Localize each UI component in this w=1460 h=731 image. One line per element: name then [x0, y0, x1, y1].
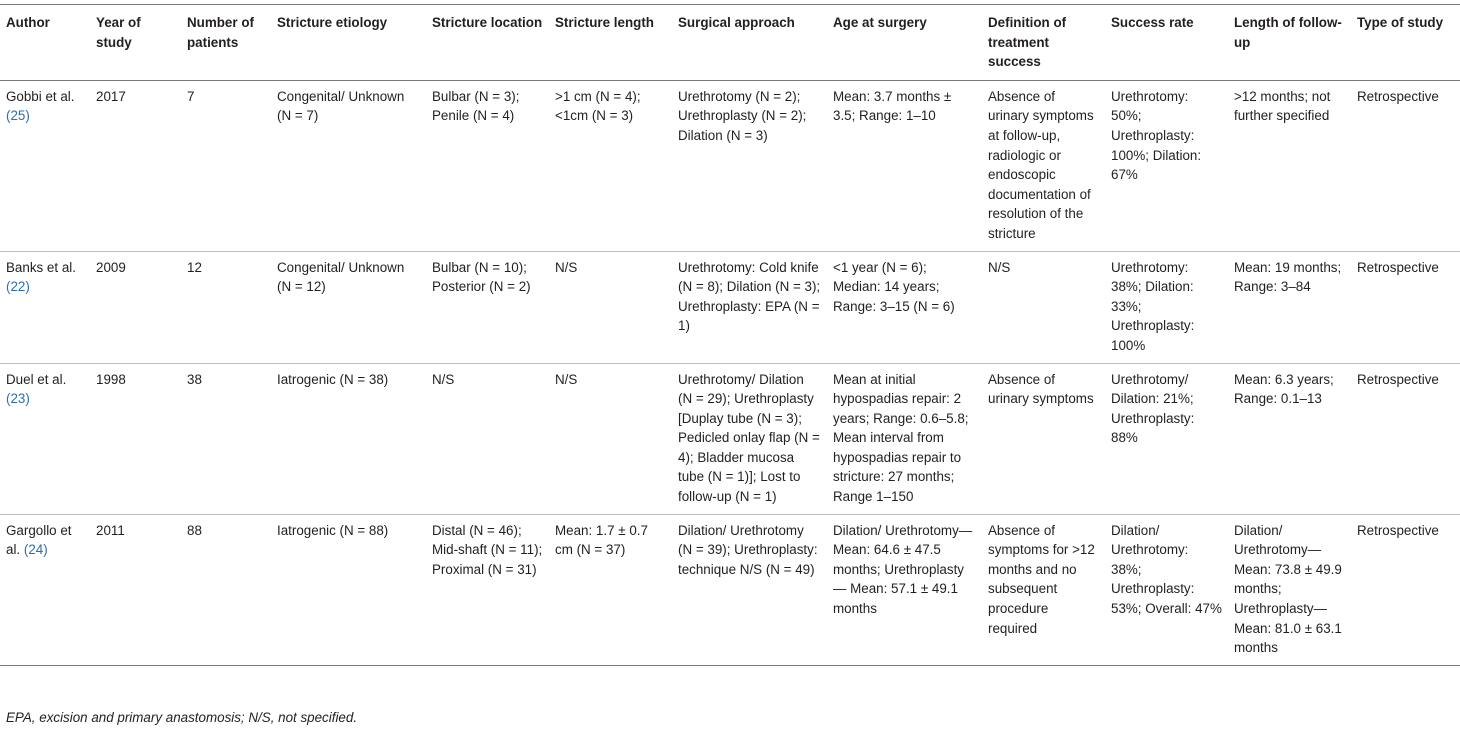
cell-length: N/S: [549, 363, 672, 514]
header-location: Stricture location: [426, 5, 549, 81]
cell-year: 2009: [90, 251, 181, 363]
author-name: Banks et al.: [6, 259, 76, 275]
cell-followup: >12 months; not further specified: [1228, 80, 1351, 251]
citation-link[interactable]: (23): [6, 391, 30, 407]
header-age: Age at surgery: [827, 5, 982, 81]
author-name: Gargollo et al.: [6, 522, 72, 558]
header-length: Stricture length: [549, 5, 672, 81]
cell-approach: Urethrotomy (N = 2); Urethroplasty (N = 2); Dilation (N = 3): [672, 80, 827, 251]
cell-location: Bulbar (N = 10); Posterior (N = 2): [426, 251, 549, 363]
cell-approach: Dilation/ Urethrotomy (N = 39); Urethroplasty: technique N/S (N = 49): [672, 514, 827, 665]
cell-success: Urethrotomy/ Dilation: 21%; Urethroplasty: 88%: [1105, 363, 1228, 514]
cell-author: [0, 80, 90, 251]
cell-followup: Mean: 19 months; Range: 3–84: [1228, 251, 1351, 363]
cell-success: Urethrotomy: 50%; Urethroplasty: 100%; Dilation: 67%: [1105, 80, 1228, 251]
cell-location: N/S: [426, 363, 549, 514]
cell-type: Retrospective: [1351, 514, 1460, 665]
cell-etiology: Congenital/ Unknown (N = 12): [271, 251, 426, 363]
cell-length: N/S: [549, 251, 672, 363]
cell-approach: Urethrotomy/ Dilation (N = 29); Urethroplasty [Duplay tube (N = 3); Pedicled onlay flap (N = 4); Bladder mucosa tube (N = 1)]; Lost to follow-up (N = 1): [672, 363, 827, 514]
table-row: [0, 251, 1460, 363]
header-patients: Number of patients: [181, 5, 271, 81]
cell-age: Dilation/ Urethrotomy— Mean: 64.6 ± 47.5 months; Urethroplasty— Mean: 57.1 ± 49.1 months: [827, 514, 982, 665]
header-row: [0, 5, 1460, 81]
header-author: Author: [0, 5, 90, 81]
cell-patients: 12: [181, 251, 271, 363]
cell-year: 1998: [90, 363, 181, 514]
cell-author: [0, 363, 90, 514]
cell-definition: Absence of symptoms for >12 months and no subsequent procedure required: [982, 514, 1105, 665]
cell-patients: 7: [181, 80, 271, 251]
header-success: Success rate: [1105, 5, 1228, 81]
cell-type: Retrospective: [1351, 251, 1460, 363]
data-table: [0, 4, 1460, 666]
cell-author: [0, 251, 90, 363]
table-row: [0, 80, 1460, 251]
header-etiology: Stricture etiology: [271, 5, 426, 81]
cell-location: Distal (N = 46); Mid-shaft (N = 11); Proximal (N = 31): [426, 514, 549, 665]
cell-etiology: Iatrogenic (N = 88): [271, 514, 426, 665]
author-name: Duel et al.: [6, 371, 67, 387]
table-row: [0, 514, 1460, 665]
cell-definition: Absence of urinary symptoms: [982, 363, 1105, 514]
author-name: Gobbi et al.: [6, 88, 75, 104]
cell-approach: Urethrotomy: Cold knife (N = 8); Dilation (N = 3); Urethroplasty: EPA (N = 1): [672, 251, 827, 363]
cell-age: Mean at initial hypospadias repair: 2 years; Range: 0.6–5.8; Mean interval from hypospadias repair to stricture: 27 months; Range 1–150: [827, 363, 982, 514]
cell-age: <1 year (N = 6); Median: 14 years; Range: 3–15 (N = 6): [827, 251, 982, 363]
cell-etiology: Iatrogenic (N = 38): [271, 363, 426, 514]
header-type: Type of study: [1351, 5, 1460, 81]
cell-definition: N/S: [982, 251, 1105, 363]
cell-success: Urethrotomy: 38%; Dilation: 33%; Urethroplasty: 100%: [1105, 251, 1228, 363]
cell-author: [0, 514, 90, 665]
cell-year: 2017: [90, 80, 181, 251]
cell-year: 2011: [90, 514, 181, 665]
cell-success: Dilation/ Urethrotomy: 38%; Urethroplasty: 53%; Overall: 47%: [1105, 514, 1228, 665]
header-definition: Definition of treatment success: [982, 5, 1105, 81]
cell-length: Mean: 1.7 ± 0.7 cm (N = 37): [549, 514, 672, 665]
cell-definition: Absence of urinary symptoms at follow-up, radiologic or endoscopic documentation of resolution of the stricture: [982, 80, 1105, 251]
cell-type: Retrospective: [1351, 363, 1460, 514]
cell-followup: Mean: 6.3 years; Range: 0.1–13: [1228, 363, 1351, 514]
table-footnote: EPA, excision and primary anastomosis; N/S, not specified.: [6, 710, 358, 725]
cell-location: Bulbar (N = 3); Penile (N = 4): [426, 80, 549, 251]
citation-link[interactable]: (24): [23, 542, 48, 558]
header-year: Year of study: [90, 5, 181, 81]
cell-patients: 38: [181, 363, 271, 514]
cell-length: >1 cm (N = 4); <1cm (N = 3): [549, 80, 672, 251]
header-followup: Length of follow-up: [1228, 5, 1351, 81]
cell-type: Retrospective: [1351, 80, 1460, 251]
cell-etiology: Congenital/ Unknown (N = 7): [271, 80, 426, 251]
header-approach: Surgical approach: [672, 5, 827, 81]
cell-patients: 88: [181, 514, 271, 665]
table-row: [0, 363, 1460, 514]
cell-age: Mean: 3.7 months ± 3.5; Range: 1–10: [827, 80, 982, 251]
cell-followup: Dilation/ Urethrotomy— Mean: 73.8 ± 49.9 months; Urethroplasty— Mean: 81.0 ± 63.1 months: [1228, 514, 1351, 665]
citation-link[interactable]: (22): [6, 279, 30, 295]
citation-link[interactable]: (25): [6, 108, 30, 124]
